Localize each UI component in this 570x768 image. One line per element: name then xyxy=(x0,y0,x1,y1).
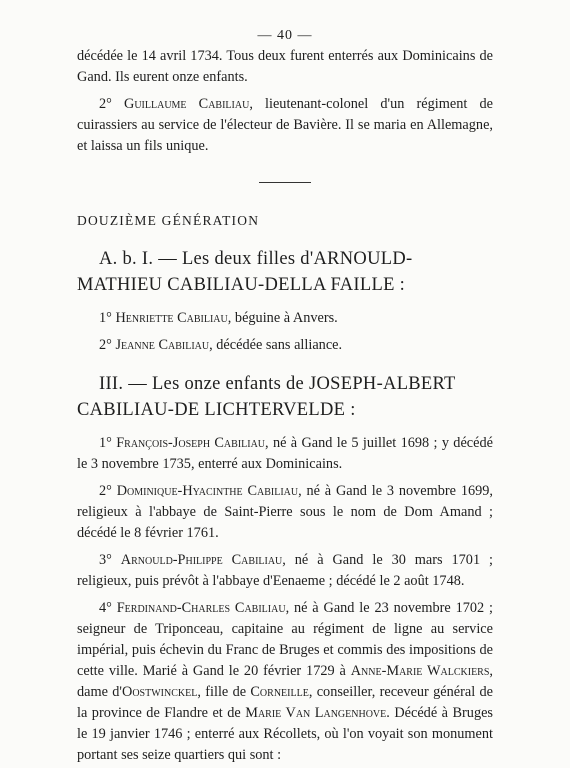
item-text: , né à Gand le 5 juillet 1698 ; y décédé le 3 novembre 1735, enterré aux Dominicains. xyxy=(77,435,493,472)
item-number: 2° xyxy=(99,96,124,112)
list-item xyxy=(77,550,493,592)
item-text: , conseiller, receveur général de la province de Flandre et de xyxy=(77,684,493,721)
person-name: Henriette Cabiliau xyxy=(115,310,228,326)
person-name: Dominique-Hyacinthe Cabiliau xyxy=(116,483,299,499)
item-text: , né à Gand le 30 mars 1701 ; religieux, puis prévôt à l'abbaye d'Eenaeme ; décédé le 2 août 1748. xyxy=(77,552,493,589)
item-number: 1° xyxy=(99,310,116,326)
item-text: , né à Gand le 23 novembre 1702 ; seigneur de Triponceau, capitaine au régiment de ligne au service impérial, puis échevin du Franc de Bruges et commis des impositions de cette ville. Marié à Gand le 20 février 1729 à xyxy=(77,600,493,679)
place-name: Oostwinckel xyxy=(122,684,198,700)
item-number: 4° xyxy=(99,600,117,616)
item-number: 2° xyxy=(99,483,117,499)
item-text: , lieutenant-colonel d'un régiment de cuirassiers au service de l'électeur de Bavière. Il se maria en Allemagne, et laissa un fils unique. xyxy=(77,96,493,154)
item-text: , décédée sans alliance. xyxy=(209,337,343,353)
list-item xyxy=(77,598,493,766)
person-name: François-Joseph Cabiliau xyxy=(116,435,266,451)
item-number: 3° xyxy=(99,552,121,568)
person-name: Ferdinand-Charles Cabiliau xyxy=(116,600,286,616)
list-item xyxy=(77,335,493,356)
person-name: Guillaume Cabiliau xyxy=(124,96,250,112)
person-name: Marie Van Langenhove xyxy=(245,705,387,721)
list-item xyxy=(77,433,493,475)
item-text: , fille de xyxy=(197,684,251,700)
person-name: Jeanne Cabiliau xyxy=(115,337,210,353)
item-number: 2° xyxy=(99,337,116,353)
person-name: Arnould-Philippe Cabiliau xyxy=(120,552,283,568)
generation-title: DOUZIÈME GÉNÉRATION xyxy=(77,213,260,228)
item-number: 1° xyxy=(99,435,117,451)
person-name: Anne-Marie Walckiers xyxy=(350,663,490,679)
section-heading-abi: A. b. I. — Les deux filles d'ARNOULD-MATHIEU CABILIAU-DELLA FAILLE : xyxy=(77,249,413,295)
page-body xyxy=(77,46,493,766)
person-name: Corneille xyxy=(250,684,309,700)
section-heading-iii: III. — Les onze enfants de JOSEPH-ALBERT CABILIAU-DE LICHTERVELDE : xyxy=(77,374,456,420)
paragraph-intro: décédée le 14 avril 1734. Tous deux furent enterrés aux Dominicains de Gand. Ils eurent onze enfants. xyxy=(77,48,493,85)
item-text: , né à Gand le 3 novembre 1699, religieux à l'abbaye de Saint-Pierre sous le nom de Dom Amand ; décédé le 8 février 1761. xyxy=(77,483,494,541)
item-text: , dame d' xyxy=(77,663,493,700)
item-text: , béguine à Anvers. xyxy=(227,310,338,326)
section-divider xyxy=(259,182,311,183)
page-number: — 40 — xyxy=(257,28,313,43)
item-text: . Décédé à Bruges le 19 janvier 1746 ; enterré aux Récollets, où l'on voyait son monument portant ses seize quartiers qui sont : xyxy=(77,705,493,763)
list-item xyxy=(77,308,493,329)
list-item xyxy=(77,481,493,544)
paragraph-guillaume xyxy=(77,94,493,157)
